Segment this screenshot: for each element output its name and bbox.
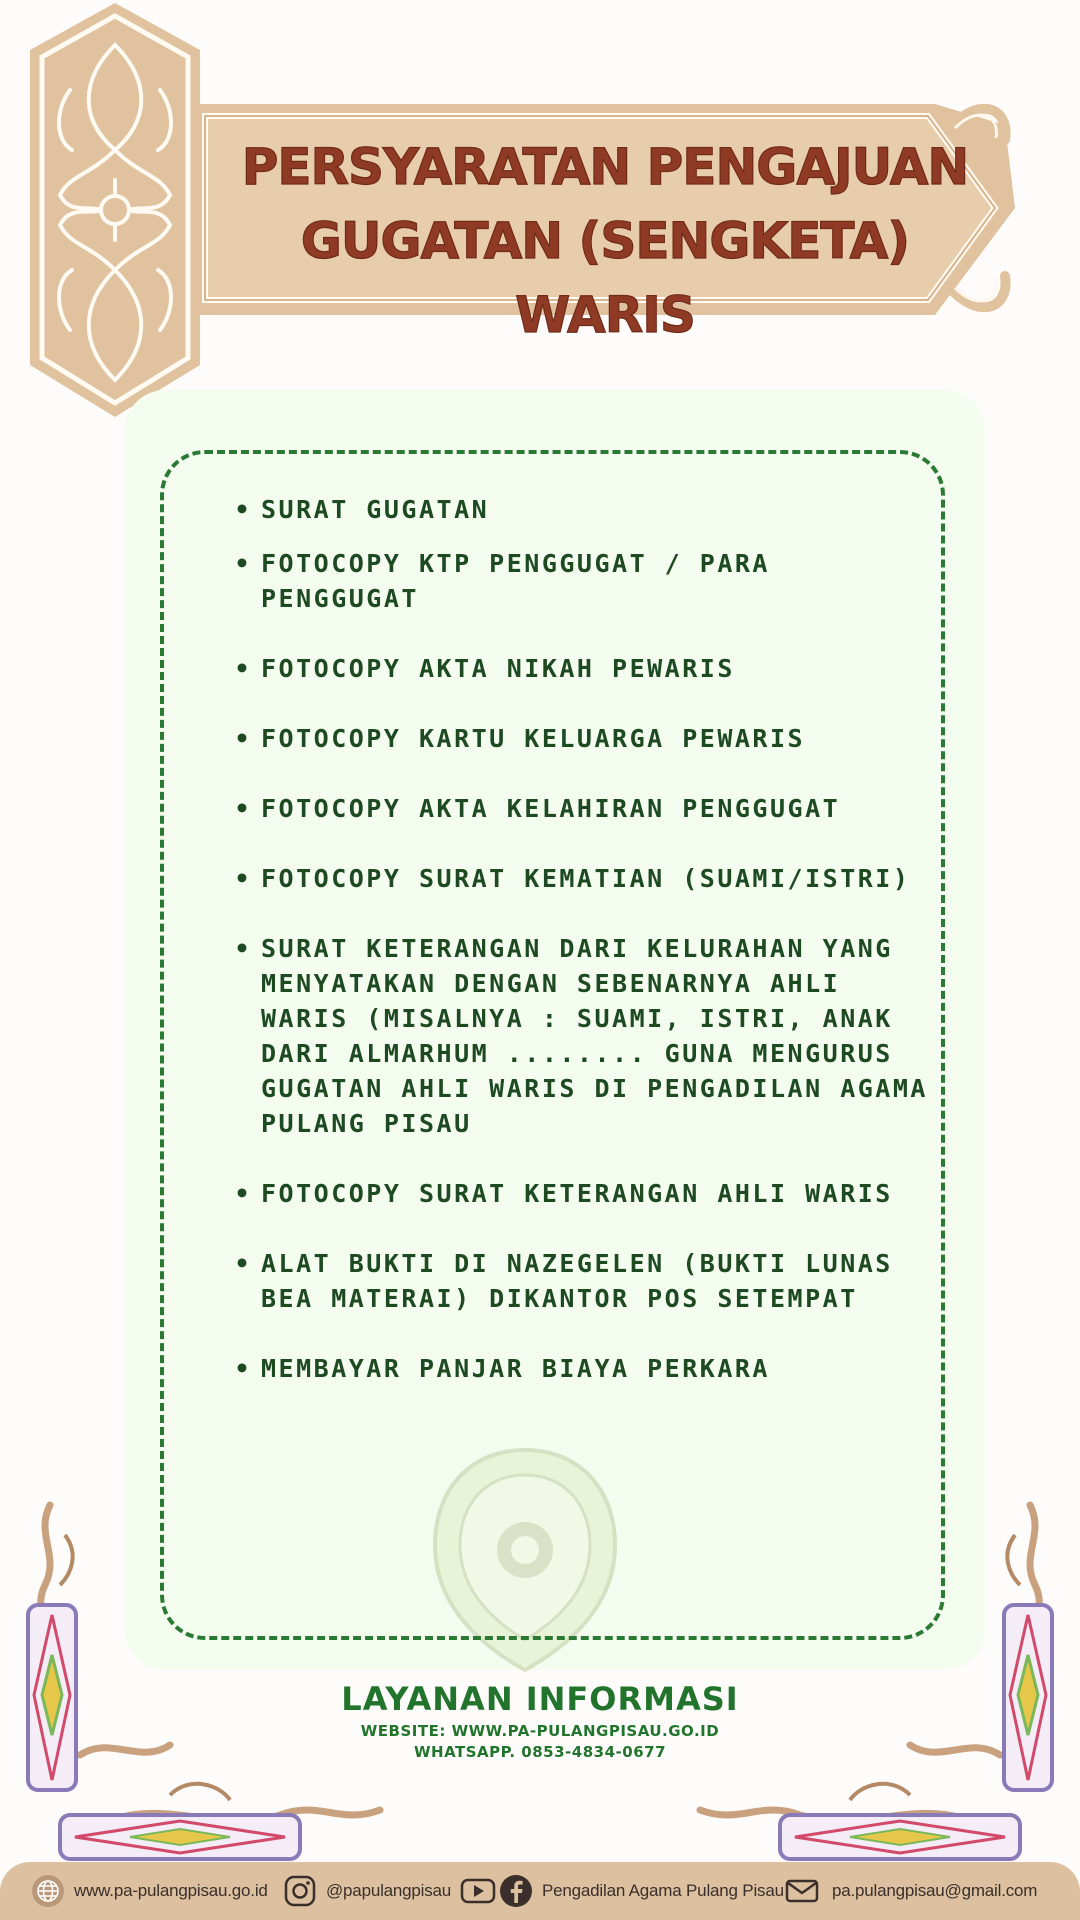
footer-website[interactable] <box>30 1862 268 1920</box>
facebook-icon <box>498 1873 534 1909</box>
footer-website-text: www.pa-pulangpisau.go.id <box>74 1881 268 1900</box>
requirement-item: • MEMBAYAR PANJAR BIAYA PERKARA <box>232 1351 932 1386</box>
footer-bar <box>0 1862 1080 1920</box>
footer-instagram[interactable] <box>282 1862 451 1920</box>
title-line-1: PERSYARATAN PENGAJUAN <box>241 138 969 196</box>
youtube-icon <box>460 1873 496 1909</box>
requirement-item: • SURAT GUGATAN <box>232 492 932 527</box>
requirement-item: • ALAT BUKTI DI NAZEGELEN (BUKTI LUNAS BEA MATERAI) DIKANTOR POS SETEMPAT <box>232 1246 932 1316</box>
requirement-item: • FOTOCOPY KARTU KELUARGA PEWARIS <box>232 721 932 756</box>
requirement-item: • FOTOCOPY KTP PENGGUGAT / PARA PENGGUGAT <box>232 546 932 616</box>
requirement-item: • SURAT KETERANGAN DARI KELURAHAN YANG MENYATAKAN DENGAN SEBENARNYA AHLI WARIS (MISALNYA : SUAMI, ISTRI, ANAK DARI ALMARHUM ........ GUNA MENGURUS GUGATAN AHLI WARIS DI PENGADILAN AGAMA PULANG PISAU <box>232 931 932 1141</box>
requirement-item: • FOTOCOPY SURAT KETERANGAN AHLI WARIS <box>232 1176 932 1211</box>
title-line-2: GUGATAN (SENGKETA) WARIS <box>300 212 910 344</box>
dayak-ornament-icon <box>30 3 200 417</box>
footer-email[interactable] <box>784 1862 1037 1920</box>
globe-icon <box>30 1873 66 1909</box>
info-website[interactable]: WEBSITE: WWW.PA-PULANGPISAU.GO.ID <box>360 1722 720 1740</box>
requirement-item: • FOTOCOPY AKTA NIKAH PEWARIS <box>232 651 932 686</box>
footer-email-text: pa.pulangpisau@gmail.com <box>832 1881 1038 1900</box>
info-title: LAYANAN INFORMASI <box>341 1680 739 1718</box>
mail-icon <box>784 1873 820 1909</box>
page-title <box>210 130 1000 352</box>
requirement-item: • FOTOCOPY AKTA KELAHIRAN PENGGUGAT <box>232 791 932 826</box>
instagram-icon <box>282 1873 318 1909</box>
requirement-item: • FOTOCOPY SURAT KEMATIAN (SUAMI/ISTRI) <box>232 861 932 896</box>
footer-social-text: Pengadilan Agama Pulang Pisau <box>542 1881 784 1900</box>
footer-instagram-text: @papulangpisau <box>326 1881 452 1900</box>
info-whatsapp[interactable]: WHATSAPP. 0853-4834-0677 <box>413 1743 667 1761</box>
requirements-list <box>232 492 932 1386</box>
footer-social[interactable] <box>460 1862 784 1920</box>
